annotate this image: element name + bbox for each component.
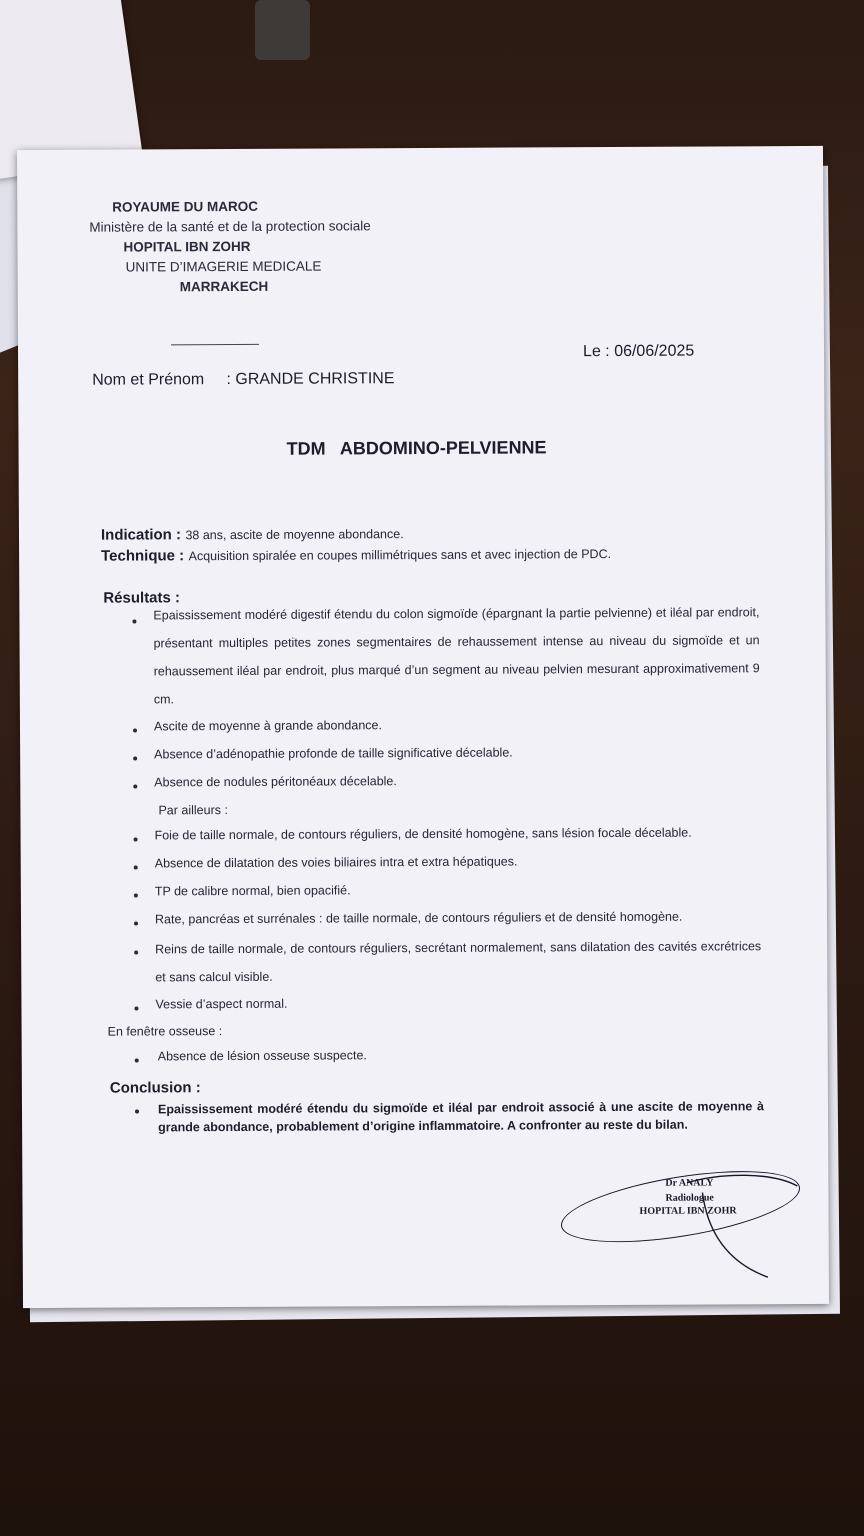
bullet [134, 893, 138, 897]
conclusion-label: Conclusion : [109, 1079, 201, 1097]
elsewhere-item: Vessie d’aspect normal. [155, 996, 288, 1012]
bullet [135, 1109, 139, 1113]
indication-value: 38 ans, ascite de moyenne abondance. [185, 527, 404, 543]
header-divider [171, 344, 259, 345]
elsewhere-label: Par ailleurs : [158, 803, 228, 818]
bullet [135, 1058, 139, 1062]
indication-label: Indication : [100, 526, 182, 544]
bullet [134, 837, 138, 841]
elsewhere-item: Reins de taille normale, de contours réguliers, secrétant normalement, sans dilatation des cavités excrétrices et sans calcul visible. [155, 939, 762, 985]
stamp-role: Radiologue [665, 1192, 714, 1204]
technique-value: Acquisition spiralée en coupes millimétriques sans et avec injection de PDC. [188, 547, 612, 564]
header-city: MARRAKECH [179, 278, 269, 295]
header-kingdom: ROYAUME DU MAROC [112, 198, 259, 215]
elsewhere-item: Rate, pancréas et surrénales : de taille normale, de contours réguliers et de densité homogène. [154, 909, 683, 927]
elsewhere-item: TP de calibre normal, bien opacifié. [154, 883, 351, 899]
results-label: Résultats : [103, 589, 181, 607]
technique-row [101, 545, 611, 566]
stamp-doctor: Dr ANALY [665, 1177, 714, 1189]
bone-item: Absence de lésion osseuse suspecte. [157, 1048, 367, 1064]
elsewhere-item: Absence de dilatation des voies biliaires intra et extra hépatiques. [154, 854, 518, 871]
patient-label: Nom et Prénom [92, 371, 205, 389]
bullet [133, 784, 137, 788]
exam-title: TDM ABDOMINO-PELVIENNE [286, 437, 547, 459]
header-hospital: HOPITAL IBN ZOHR [123, 238, 251, 255]
bullet [133, 756, 137, 760]
bullet [133, 728, 137, 732]
bone-window-label: En fenêtre osseuse : [107, 1024, 223, 1039]
patient-name: : GRANDE CHRISTINE [226, 370, 395, 389]
stamp-hospital: HOPITAL IBN ZOHR [639, 1205, 737, 1217]
elsewhere-item: Foie de taille normale, de contours réguliers, de densité homogène, sans lésion focale décelable. [154, 825, 692, 843]
bullet [134, 865, 138, 869]
result-item: Absence d’adénopathie profonde de taille significative décelable. [154, 745, 513, 762]
patient-name-row [92, 370, 394, 390]
header-unit: UNITE D’IMAGERIE MEDICALE [125, 258, 322, 275]
indication-row [101, 525, 404, 545]
report-date: Le : 06/06/2025 [582, 342, 695, 361]
bullet [134, 1006, 138, 1010]
technique-label: Technique : [101, 547, 185, 565]
bullet [132, 619, 136, 623]
medical-report-page [17, 146, 829, 1308]
background-key [255, 0, 310, 60]
result-item: Epaississement modéré digestif étendu du colon sigmoïde (épargnant la partie pelvienne) et iléal par endroit, présentant multiples petites zones segmentaires de rehaussement intense au niveau du sigmoïde et un rehaussement iléal par endroit, plus marqué d’un segment au niveau pelvien mesurant approximativement 9 cm. [153, 605, 760, 707]
result-item: Absence de nodules péritonéaux décelable. [154, 774, 397, 790]
result-item: Ascite de moyenne à grande abondance. [153, 718, 382, 734]
header-ministry: Ministère de la santé et de la protection sociale [89, 218, 371, 235]
signature-scribble [682, 1172, 803, 1283]
bullet [134, 921, 138, 925]
bullet [134, 950, 138, 954]
conclusion-text: Epaississement modéré étendu du sigmoïde et iléal par endroit associé à une ascite de moyenne à grande abondance, probablement d’origine inflammatoire. A confronter au reste du bilan. [157, 1099, 765, 1135]
